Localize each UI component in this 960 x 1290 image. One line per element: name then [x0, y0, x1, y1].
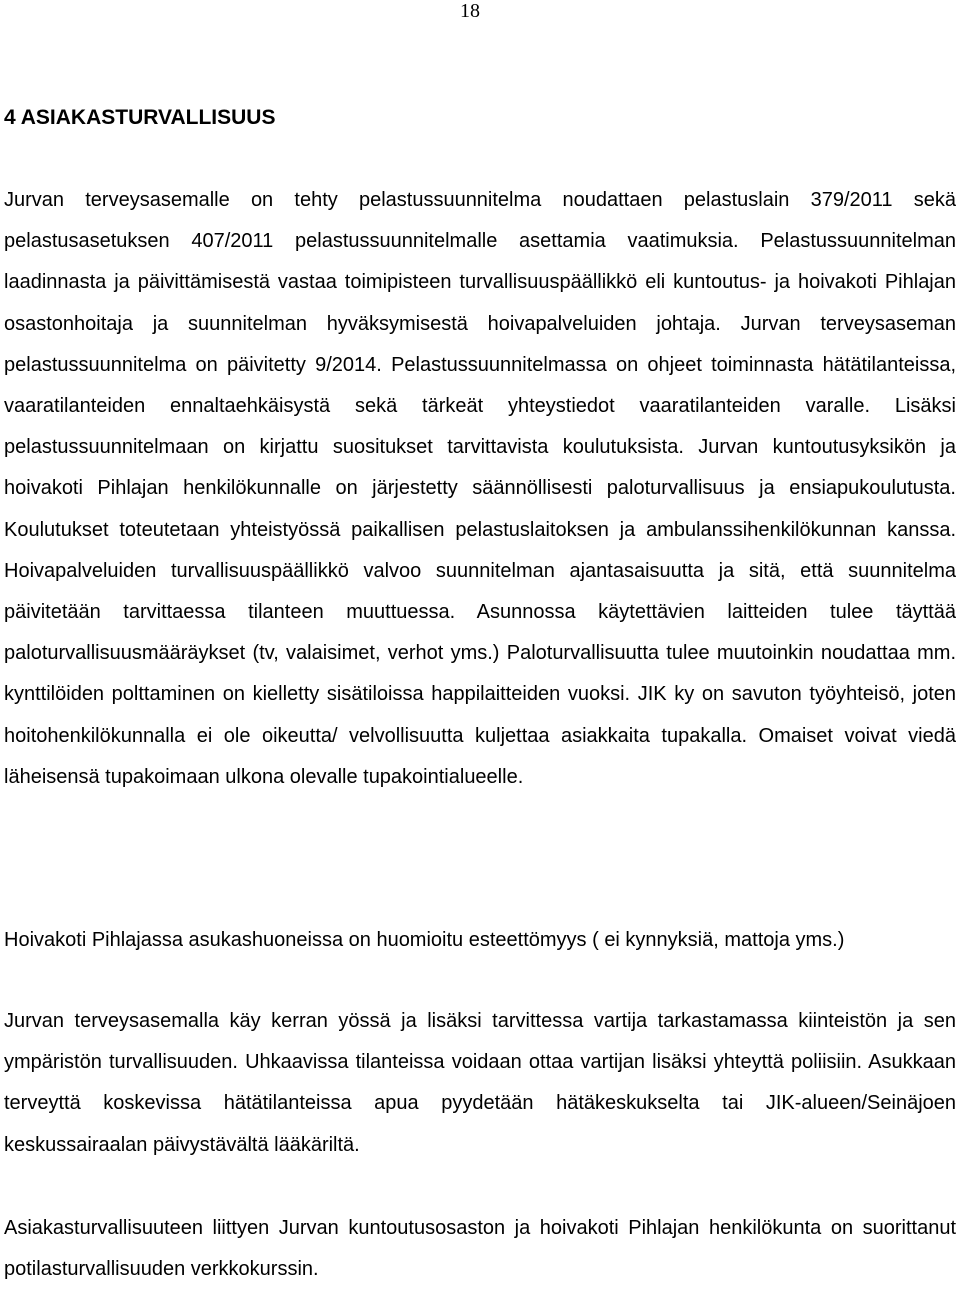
section-heading: 4 ASIAKASTURVALLISUUS — [4, 106, 276, 129]
paragraph-fire-safety-plan: Jurvan terveysasemalle on tehty pelastussuunnitelma noudattaen pelastuslain 379/2011 sekä pelastusasetuksen 407/2011 pelastussuunnitelmalle asettamia vaatimuksia. Pelastussuunnitelman laadinnasta ja päivittämisestä vastaa toimipisteen turvallisuuspäällikkö eli kuntoutus- ja hoivakoti Pihlajan osastonhoitaja ja suunnitelman hyväksymisestä hoivapalveluiden johtaja. Jurvan terveysaseman pelastussuunnitelma on päivitetty 9/2014. Pelastussuunnitelmassa on ohjeet toiminnasta hätätilanteissa, vaaratilanteiden ennaltaehkäisystä sekä tärkeät yhteystiedot vaaratilanteiden varalle. Lisäksi pelastussuunnitelmaan on kirjattu suositukset tarvittavista koulutuksista. Jurvan kuntoutusyksikön ja hoivakoti Pihlajan henkilökunnalle on järjestetty säännöllisesti paloturvallisuus ja ensiapukoulutusta. Koulutukset toteutetaan yhteistyössä paikallisen pelastuslaitoksen ja ambulanssihenkilökunnan kanssa. Hoivapalveluiden turvallisuuspäällikkö valvoo suunnitelman ajantasaisuutta ja sitä, että suunnitelma päivitetään tarvittaessa tilanteen muuttuessa. Asunnossa käytettävien laitteiden tulee täyttää paloturvallisuusmääräykset (tv, valaisimet, verhot yms.) Paloturvallisuutta tulee muutoinkin noudattaa mm. kynttilöiden polttaminen on kielletty sisätiloissa happilaitteiden vuoksi. JIK ky on savuton työyhteisö, joten hoitohenkilökunnalla ei ole oikeutta/ velvollisuutta kuljettaa asiakkaita tupakalla. Omaiset voivat viedä läheisensä tupakoimaan ulkona olevalle tupakointialueelle. — [4, 189, 956, 788]
page-number: 18 — [460, 0, 480, 22]
paragraph-patient-safety-course: Asiakasturvallisuuteen liittyen Jurvan kuntoutusosaston ja hoivakoti Pihlajan henkilökunta on suorittanut potilasturvallisuuden verkkokurssin. — [4, 1217, 956, 1281]
paragraph-accessibility: Hoivakoti Pihlajassa asukashuoneissa on huomioitu esteettömyys ( ei kynnyksiä, mattoja yms.) — [4, 929, 845, 951]
paragraph-security-guard: Jurvan terveysasemalla käy kerran yössä ja lisäksi tarvittessa vartija tarkastamassa kiinteistön ja sen ympäristön turvallisuuden. Uhkaavissa tilanteissa voidaan ottaa vartijan lisäksi yhteyttä poliisiin. Asukkaan terveyttä koskevissa hätätilanteissa apua pyydetään hätäkeskukselta tai JIK-alueen/Seinäjoen keskussairaalan päivystävältä lääkäriltä. — [4, 1010, 956, 1156]
